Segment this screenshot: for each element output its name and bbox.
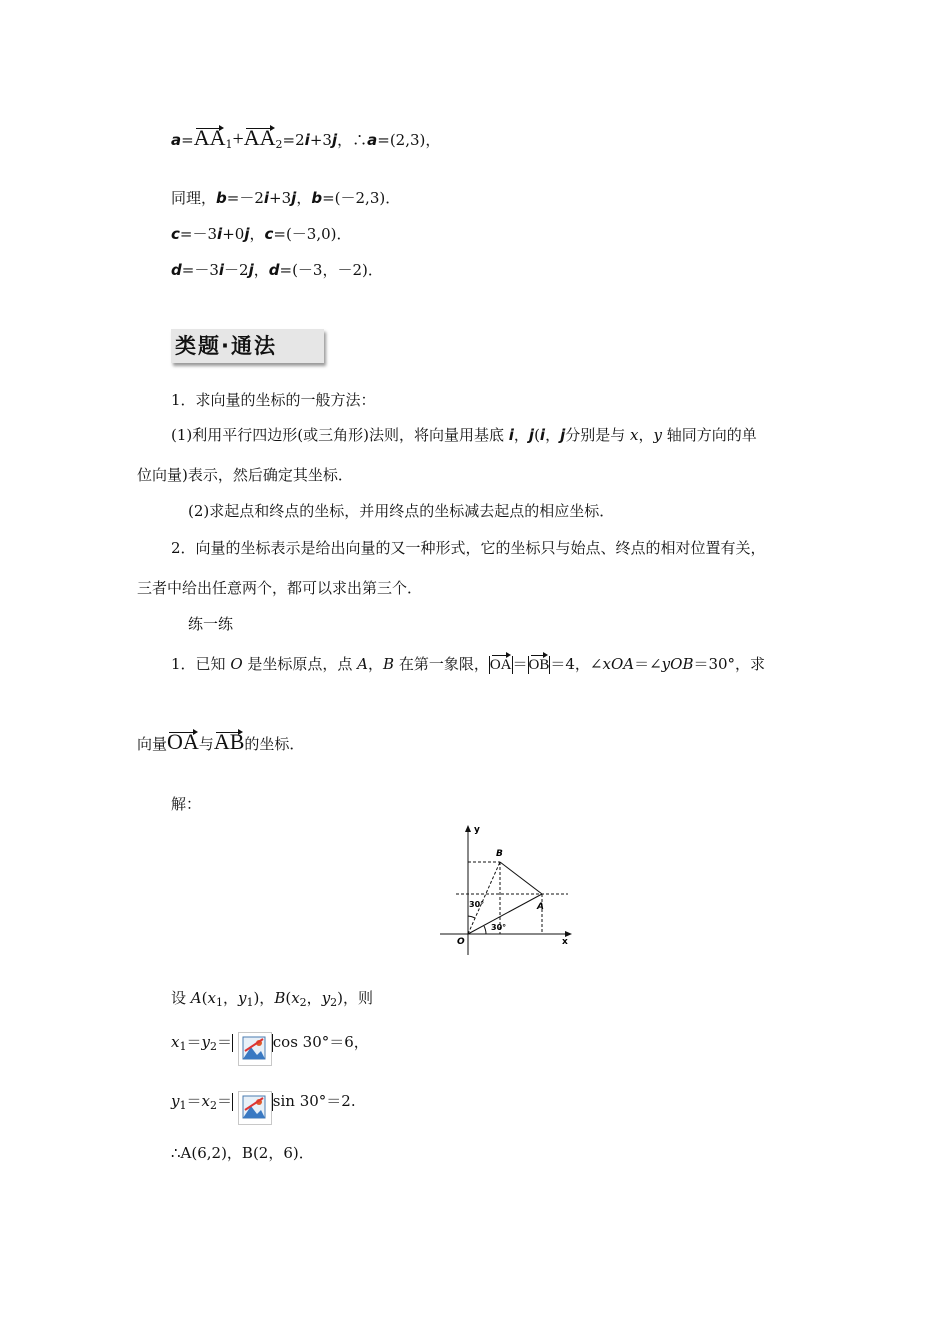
basis-j: j	[331, 131, 338, 149]
basis-j: j	[244, 225, 250, 243]
practice-q2: 向量 OA与 AB的坐标．	[137, 729, 305, 754]
c-expr1: =－3	[179, 225, 218, 243]
b-expr1: =－2	[226, 189, 264, 207]
basis-i: i	[217, 225, 223, 243]
y-axis-label: y	[474, 825, 480, 835]
section-banner: 类题·通法	[171, 329, 324, 363]
plus-3: +3	[309, 131, 332, 149]
method-p1: 1．求向量的坐标的一般方法：	[171, 391, 376, 409]
a-coord: =(2,3)，	[377, 131, 441, 149]
var-c2: c	[264, 225, 274, 243]
var-b: b	[216, 189, 227, 207]
answer-s3: $y_1=x_2= \sin 30^\circ=2$.	[171, 1085, 356, 1119]
practice-q1: 1．已知 O 是坐标原点，点 A，B 在第一象限， OA＝ OB＝4，∠xOA＝∠yOB＝30°，求	[171, 654, 765, 675]
plus-sign: +	[232, 128, 244, 150]
basis-j: j	[291, 189, 297, 207]
basis-i: i	[304, 131, 310, 149]
sep: ，	[253, 261, 269, 279]
method-p3: 位向量)表示，然后确定其坐标．	[137, 466, 353, 484]
method-p5: 2．向量的坐标表示是给出向量的又一种形式，它的坐标只与始点、终点的相对位置有关，	[171, 539, 766, 557]
point-a-label: A	[537, 902, 544, 912]
angle-a-label: 30°	[491, 923, 507, 932]
sub-2: 2	[275, 138, 283, 151]
d-expr2: －2	[224, 261, 249, 279]
basis-i: i	[218, 261, 225, 279]
answer-s1: 设 $A(x_1$，$y_1$)，$B(x_2$，$y_2$)，则	[171, 989, 374, 1009]
var-d: d	[171, 261, 182, 279]
var-c: c	[171, 225, 180, 243]
d-expr1: =－3	[181, 261, 219, 279]
answer-s2: $x_1=y_2= \cos 30^\circ=6$，	[171, 1026, 369, 1060]
method-p2: (1)利用平行四边形(或三角形)法则，将向量用基底 i，j(i，j分别是与 x，y 轴同方向的单	[171, 426, 757, 444]
angle-b-label: 30°	[469, 900, 485, 909]
answer-s4: ∴A(6,2)，B(2，6)．	[171, 1144, 314, 1162]
point-b-label: B	[496, 849, 503, 859]
equation-a-line	[171, 125, 441, 155]
equals: =	[181, 131, 194, 149]
vector-aa2: AA	[243, 125, 276, 150]
coordinate-figure	[438, 822, 578, 957]
var-a2: a	[367, 131, 378, 149]
broken-image-icon	[238, 1032, 272, 1066]
practice-title: 练一练	[188, 615, 234, 633]
sub-1: 1	[225, 138, 233, 151]
var-a: a	[171, 131, 182, 149]
basis-i: i	[263, 189, 270, 207]
b-prefix: 同理，	[171, 189, 217, 207]
b-coord: =(－2,3)．	[322, 189, 401, 207]
origin-label: O	[457, 937, 465, 947]
a-rhs: =2	[282, 131, 305, 149]
equation-c-line	[171, 224, 352, 244]
c-coord: =(－3,0)．	[273, 225, 352, 243]
basis-j: j	[248, 261, 254, 279]
sep: ，	[249, 225, 265, 243]
equation-d-line	[171, 260, 383, 280]
var-b2: b	[311, 189, 323, 207]
method-p6: 三者中给出任意两个，都可以求出第三个．	[137, 579, 423, 597]
vector-aa1: AA	[193, 125, 226, 150]
var-d2: d	[268, 261, 280, 279]
b-expr2: +3	[269, 189, 292, 207]
sep: ，	[296, 189, 312, 207]
x-axis-label: x	[562, 937, 568, 947]
method-p4: (2)求起点和终点的坐标，并用终点的坐标减去起点的相应坐标．	[188, 502, 615, 520]
equation-b-line	[171, 188, 400, 208]
c-expr2: +0	[222, 225, 245, 243]
broken-image-icon	[238, 1091, 272, 1125]
therefore: ，∴	[337, 131, 368, 149]
solution-label: 解：	[171, 795, 202, 813]
d-coord: =(－3，－2)．	[279, 261, 383, 279]
